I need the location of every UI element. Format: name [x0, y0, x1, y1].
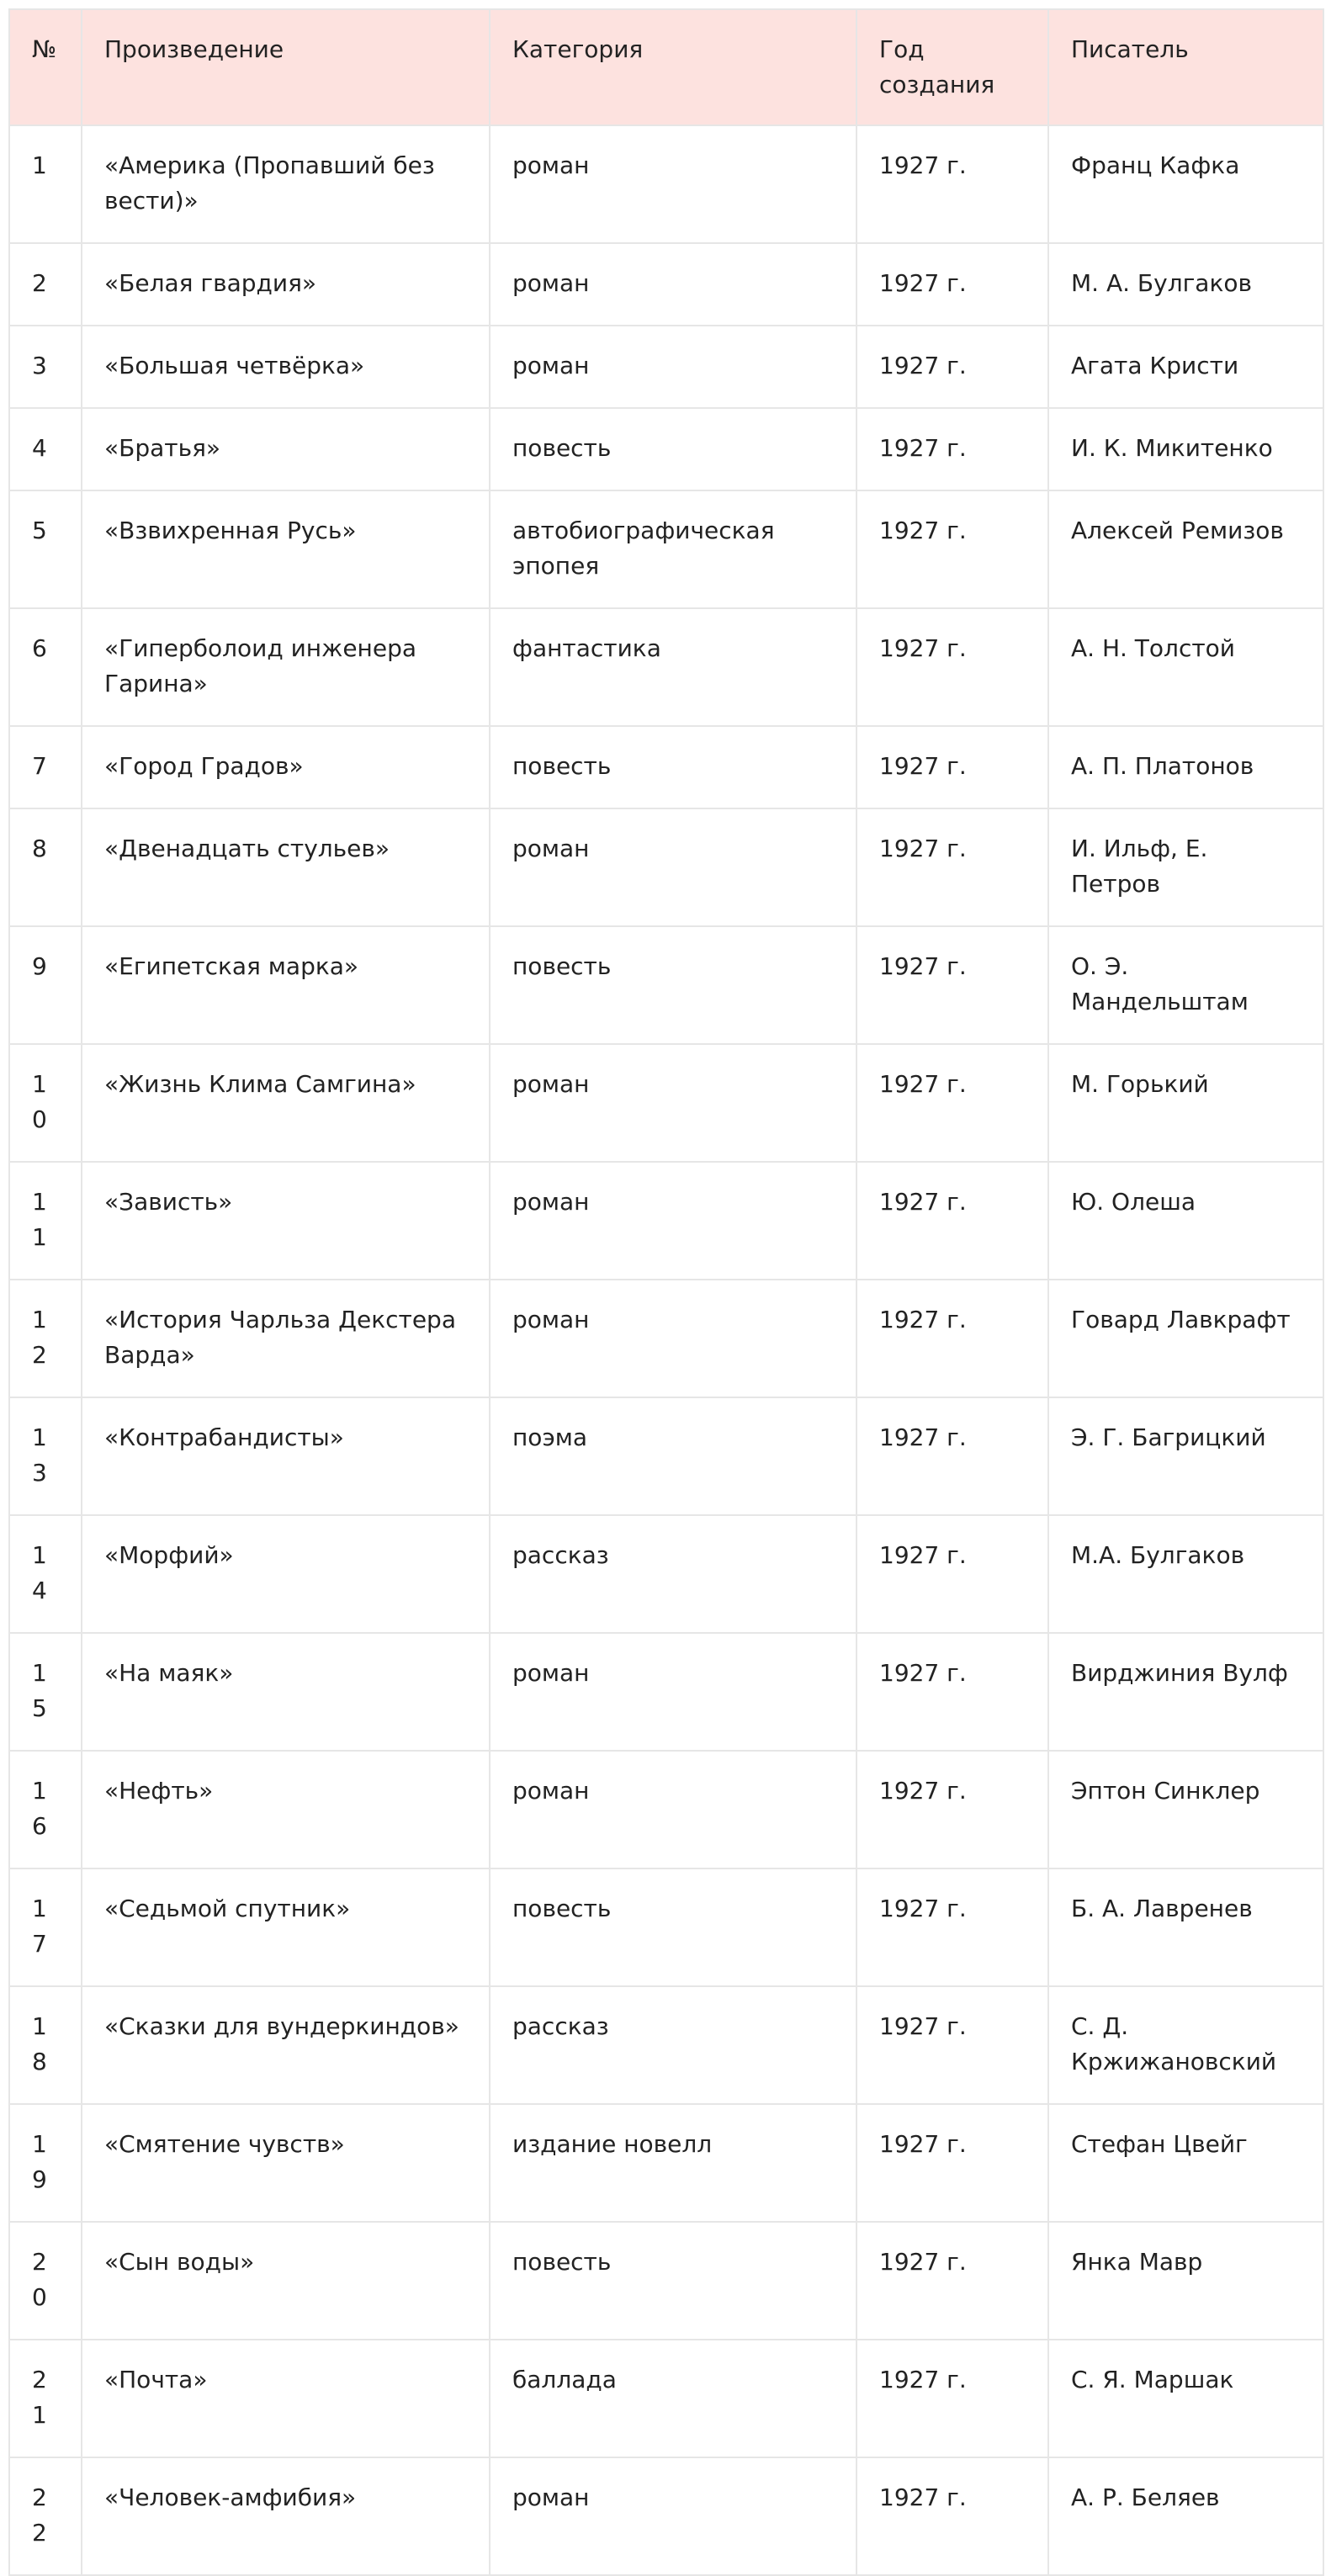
- table-row: [9, 2340, 1323, 2457]
- table-row: [9, 1868, 1323, 1986]
- cell-number: 18: [9, 1986, 82, 2104]
- cell-year: 1927 г.: [856, 926, 1048, 1044]
- cell-year: 1927 г.: [856, 490, 1048, 608]
- cell-work: «Почта»: [82, 2340, 490, 2457]
- cell-category: поэма: [490, 1397, 856, 1515]
- cell-category: автобиографическая эпопея: [490, 490, 856, 608]
- table-row: [9, 1280, 1323, 1397]
- cell-category: роман: [490, 326, 856, 408]
- cell-author: А. Р. Беляев: [1048, 2457, 1323, 2575]
- works-table: [8, 8, 1324, 2576]
- header-year: Год создания: [856, 9, 1048, 125]
- cell-category: повесть: [490, 726, 856, 808]
- cell-work: «Америка (Пропавший без вести)»: [82, 125, 490, 243]
- cell-category: роман: [490, 243, 856, 326]
- cell-year: 1927 г.: [856, 1868, 1048, 1986]
- cell-year: 1927 г.: [856, 243, 1048, 326]
- cell-work: «Сын воды»: [82, 2222, 490, 2340]
- table-body: [9, 125, 1323, 2575]
- cell-work: «Гиперболоид инженера Гарина»: [82, 608, 490, 726]
- table-row: [9, 2222, 1323, 2340]
- cell-category: рассказ: [490, 1515, 856, 1633]
- table-row: [9, 2457, 1323, 2575]
- cell-author: Алексей Ремизов: [1048, 490, 1323, 608]
- cell-work: «Жизнь Клима Самгина»: [82, 1044, 490, 1162]
- cell-category: повесть: [490, 2222, 856, 2340]
- cell-number: 22: [9, 2457, 82, 2575]
- cell-work: «Большая четвёрка»: [82, 326, 490, 408]
- table-row: [9, 808, 1323, 926]
- cell-year: 1927 г.: [856, 1397, 1048, 1515]
- cell-category: роман: [490, 1633, 856, 1751]
- cell-year: 1927 г.: [856, 1986, 1048, 2104]
- cell-year: 1927 г.: [856, 1280, 1048, 1397]
- cell-number: 10: [9, 1044, 82, 1162]
- table-row: [9, 1751, 1323, 1868]
- cell-number: 11: [9, 1162, 82, 1280]
- cell-number: 17: [9, 1868, 82, 1986]
- cell-category: роман: [490, 1751, 856, 1868]
- cell-author: Б. А. Лавренев: [1048, 1868, 1323, 1986]
- cell-number: 19: [9, 2104, 82, 2222]
- cell-number: 1: [9, 125, 82, 243]
- table-row: [9, 2104, 1323, 2222]
- cell-year: 1927 г.: [856, 408, 1048, 490]
- cell-number: 2: [9, 243, 82, 326]
- cell-work: «История Чарльза Декстера Варда»: [82, 1280, 490, 1397]
- cell-number: 12: [9, 1280, 82, 1397]
- cell-author: М.А. Булгаков: [1048, 1515, 1323, 1633]
- cell-author: О. Э. Мандельштам: [1048, 926, 1323, 1044]
- cell-category: издание новелл: [490, 2104, 856, 2222]
- table-row: [9, 726, 1323, 808]
- cell-year: 1927 г.: [856, 2104, 1048, 2222]
- cell-number: 5: [9, 490, 82, 608]
- cell-number: 20: [9, 2222, 82, 2340]
- cell-number: 3: [9, 326, 82, 408]
- cell-number: 13: [9, 1397, 82, 1515]
- cell-work: «Контрабандисты»: [82, 1397, 490, 1515]
- table-row: [9, 1044, 1323, 1162]
- cell-year: 1927 г.: [856, 326, 1048, 408]
- cell-category: роман: [490, 1162, 856, 1280]
- cell-number: 15: [9, 1633, 82, 1751]
- table-row: [9, 1633, 1323, 1751]
- cell-category: повесть: [490, 1868, 856, 1986]
- header-number: №: [9, 9, 82, 125]
- cell-category: роман: [490, 2457, 856, 2575]
- cell-work: «Белая гвардия»: [82, 243, 490, 326]
- cell-category: роман: [490, 125, 856, 243]
- cell-category: роман: [490, 1044, 856, 1162]
- table-row: [9, 125, 1323, 243]
- cell-work: «Двенадцать стульев»: [82, 808, 490, 926]
- cell-year: 1927 г.: [856, 1044, 1048, 1162]
- header-category: Категория: [490, 9, 856, 125]
- table-row: [9, 326, 1323, 408]
- cell-work: «Сказки для вундеркиндов»: [82, 1986, 490, 2104]
- cell-year: 1927 г.: [856, 2222, 1048, 2340]
- cell-work: «Человек-амфибия»: [82, 2457, 490, 2575]
- cell-work: «Город Градов»: [82, 726, 490, 808]
- cell-year: 1927 г.: [856, 125, 1048, 243]
- cell-number: 14: [9, 1515, 82, 1633]
- cell-work: «Седьмой спутник»: [82, 1868, 490, 1986]
- cell-year: 1927 г.: [856, 808, 1048, 926]
- table-row: [9, 490, 1323, 608]
- cell-author: С. Я. Маршак: [1048, 2340, 1323, 2457]
- cell-year: 1927 г.: [856, 1162, 1048, 1280]
- cell-author: Янка Мавр: [1048, 2222, 1323, 2340]
- works-table-container: [8, 8, 1323, 2576]
- header-row: [9, 9, 1323, 125]
- cell-work: «Братья»: [82, 408, 490, 490]
- cell-category: роман: [490, 1280, 856, 1397]
- cell-work: «Египетская марка»: [82, 926, 490, 1044]
- cell-category: роман: [490, 808, 856, 926]
- table-row: [9, 243, 1323, 326]
- table-header: [9, 9, 1323, 125]
- cell-year: 1927 г.: [856, 2340, 1048, 2457]
- cell-number: 7: [9, 726, 82, 808]
- cell-year: 1927 г.: [856, 1633, 1048, 1751]
- cell-work: «На маяк»: [82, 1633, 490, 1751]
- cell-number: 4: [9, 408, 82, 490]
- cell-author: А. П. Платонов: [1048, 726, 1323, 808]
- header-work: Произведение: [82, 9, 490, 125]
- cell-author: Стефан Цвейг: [1048, 2104, 1323, 2222]
- table-row: [9, 1397, 1323, 1515]
- cell-author: М. Горький: [1048, 1044, 1323, 1162]
- cell-author: И. К. Микитенко: [1048, 408, 1323, 490]
- header-author: Писатель: [1048, 9, 1323, 125]
- cell-year: 1927 г.: [856, 2457, 1048, 2575]
- table-row: [9, 1515, 1323, 1633]
- cell-category: фантастика: [490, 608, 856, 726]
- cell-year: 1927 г.: [856, 726, 1048, 808]
- cell-author: Э. Г. Багрицкий: [1048, 1397, 1323, 1515]
- cell-author: Агата Кристи: [1048, 326, 1323, 408]
- cell-author: Ю. Олеша: [1048, 1162, 1323, 1280]
- cell-number: 6: [9, 608, 82, 726]
- table-row: [9, 926, 1323, 1044]
- cell-work: «Морфий»: [82, 1515, 490, 1633]
- cell-author: И. Ильф, Е. Петров: [1048, 808, 1323, 926]
- table-row: [9, 408, 1323, 490]
- cell-category: баллада: [490, 2340, 856, 2457]
- cell-author: А. Н. Толстой: [1048, 608, 1323, 726]
- cell-work: «Смятение чувств»: [82, 2104, 490, 2222]
- cell-year: 1927 г.: [856, 1515, 1048, 1633]
- cell-work: «Взвихренная Русь»: [82, 490, 490, 608]
- cell-category: рассказ: [490, 1986, 856, 2104]
- table-row: [9, 1986, 1323, 2104]
- cell-author: Вирджиния Вулф: [1048, 1633, 1323, 1751]
- cell-number: 8: [9, 808, 82, 926]
- cell-number: 21: [9, 2340, 82, 2457]
- cell-author: Эптон Синклер: [1048, 1751, 1323, 1868]
- cell-category: повесть: [490, 926, 856, 1044]
- cell-author: С. Д. Кржижановский: [1048, 1986, 1323, 2104]
- cell-author: Говард Лавкрафт: [1048, 1280, 1323, 1397]
- cell-year: 1927 г.: [856, 608, 1048, 726]
- table-row: [9, 608, 1323, 726]
- cell-author: М. А. Булгаков: [1048, 243, 1323, 326]
- cell-category: повесть: [490, 408, 856, 490]
- cell-number: 16: [9, 1751, 82, 1868]
- cell-work: «Зависть»: [82, 1162, 490, 1280]
- table-row: [9, 1162, 1323, 1280]
- cell-number: 9: [9, 926, 82, 1044]
- cell-work: «Нефть»: [82, 1751, 490, 1868]
- cell-year: 1927 г.: [856, 1751, 1048, 1868]
- cell-author: Франц Кафка: [1048, 125, 1323, 243]
